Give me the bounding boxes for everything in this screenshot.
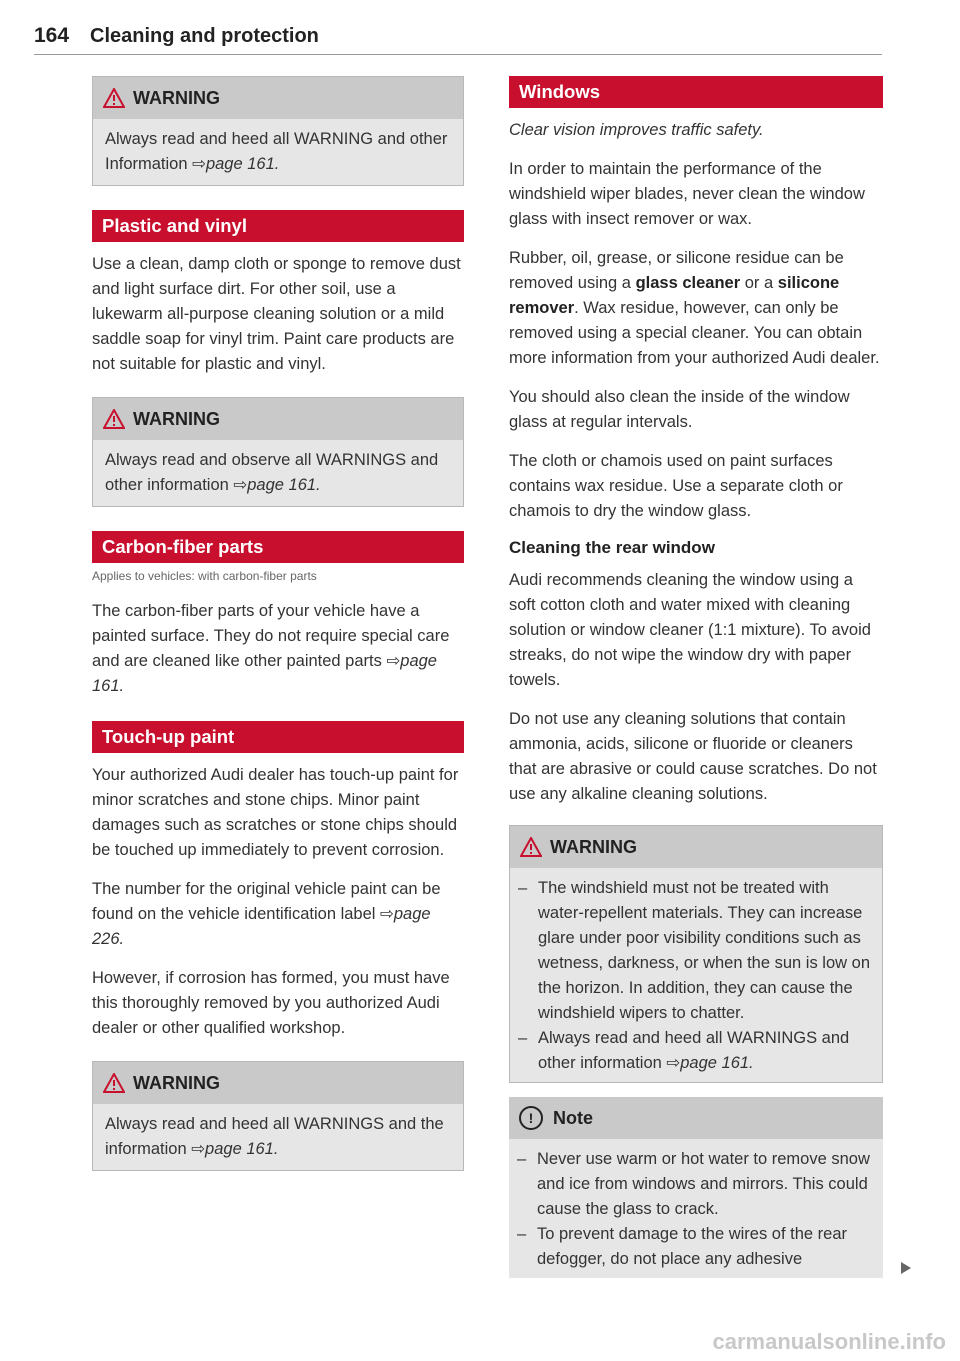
warning-icon (103, 88, 125, 108)
warning-icon (103, 409, 125, 429)
list-item: – Never use warm or hot water to remove snow and ice from windows and mirrors. This could cause the glass to crack. (511, 1147, 871, 1222)
note-title: Note (553, 1107, 593, 1128)
watermark: carmanualsonline.info (712, 1329, 946, 1354)
left-column (92, 76, 464, 1195)
warning-box (92, 76, 464, 186)
warning-title: WARNING (550, 836, 637, 857)
list-item: – The windshield must not be treated with water-repellent materials. They can increase glare under poor visibility conditions such as wetness, darkness, or when the sun is low on the horizon. In addition, they can cause the windshield wipers to chatter. (512, 876, 870, 1026)
warning-body (93, 1104, 463, 1170)
warning-title: WARNING (133, 87, 220, 108)
warning-header (510, 826, 882, 868)
warning-header (93, 1062, 463, 1104)
continue-arrow-icon (901, 1262, 911, 1274)
paragraph: Audi recommends cleaning the window using a soft cotton cloth and water mixed with cleaning solution or window cleaner (1:1 mixture). To avoid streaks, do not wipe the window dry with paper towels. (509, 571, 871, 689)
paragraph: Your authorized Audi dealer has touch-up paint for minor scratches and stone chips. Minor paint damages such as scratches or stone chips should be touched up immediately to prevent corrosion. (92, 766, 459, 859)
paragraph: Use a clean, damp cloth or sponge to remove dust and light surface dirt. For other soil, use a lukewarm all-purpose cleaning solution or a mild saddle soap for vinyl trim. Paint care products are not suitable for plastic and vinyl. (92, 255, 461, 373)
list-item: – To prevent damage to the wires of the rear defogger, do not place any adhesive (511, 1222, 871, 1272)
subheading-rear-window: Cleaning the rear window (509, 538, 715, 557)
paragraph: Rubber, oil, grease, or silicone residue can be removed using a glass cleaner or a silicone remover. Wax residue, however, can only be removed using a special cleaner. You can obtain more information from your authorized Audi dealer. (509, 249, 880, 367)
note-body (509, 1139, 883, 1278)
paragraph: You should also clean the inside of the window glass at regular intervals. (509, 388, 850, 431)
list-item: – Always read and heed all WARNINGS and other information ⇨page 161. (512, 1026, 870, 1076)
section-heading-plastic: Plastic and vinyl (92, 210, 464, 242)
right-column (509, 76, 883, 1278)
warning-box (92, 1061, 464, 1171)
intro-text: Clear vision improves traffic safety. (509, 121, 764, 139)
paragraph: The carbon-fiber parts of your vehicle have a painted surface. They do not require special care and are cleaned like other painted parts (92, 602, 450, 670)
note-header (509, 1097, 883, 1139)
warning-title: WARNING (133, 408, 220, 429)
applies-to-note: Applies to vehicles: with carbon-fiber parts (92, 569, 317, 583)
page-reference-link[interactable]: ⇨page 226. (92, 905, 431, 948)
page-reference-link[interactable]: ⇨page 161. (92, 652, 437, 695)
warning-header (93, 398, 463, 440)
paragraph: However, if corrosion has formed, you must have this thoroughly removed by you authorized Audi dealer or other qualified workshop. (92, 969, 450, 1037)
section-heading-touch-up: Touch-up paint (92, 721, 464, 753)
note-icon: ! (519, 1106, 543, 1130)
paragraph: In order to maintain the performance of the windshield wiper blades, never clean the window glass with insect remover or wax. (509, 160, 865, 228)
page-reference-link[interactable]: ⇨page 161. (233, 476, 321, 494)
warning-title: WARNING (133, 1072, 220, 1093)
section-heading-carbon-fiber: Carbon-fiber parts (92, 531, 464, 563)
page-number: 164 (34, 24, 70, 47)
warning-icon (103, 1073, 125, 1093)
page-reference-link[interactable]: ⇨page 161. (191, 1140, 279, 1158)
warning-icon (520, 837, 542, 857)
warning-box (92, 397, 464, 507)
warning-text: Always read and observe all WARNINGS and other information (105, 451, 439, 494)
page-reference-link[interactable]: ⇨page 161. (192, 155, 280, 173)
warning-header (93, 77, 463, 119)
warning-body (510, 868, 882, 1082)
warning-text: Always read and heed all WARNINGS and the information (105, 1115, 444, 1158)
warning-text: Always read and heed all WARNING and other Information (105, 130, 448, 173)
warning-box (509, 825, 883, 1083)
section-heading-windows: Windows (509, 76, 883, 108)
page-reference-link[interactable]: ⇨page 161. (666, 1054, 754, 1072)
note-box (509, 1097, 883, 1278)
page-header (34, 24, 882, 55)
paragraph: The number for the original vehicle paint can be found on the vehicle identification label (92, 880, 441, 923)
paragraph: The cloth or chamois used on paint surfaces contains wax residue. Use a separate cloth or chamois to dry the window glass. (509, 452, 843, 520)
paragraph: Do not use any cleaning solutions that contain ammonia, acids, silicone or fluoride or cleaners that are abrasive or could cause scratches. Do not use any alkaline cleaning solutions. (509, 710, 877, 803)
page-title: Cleaning and protection (90, 25, 319, 47)
warning-body (93, 440, 463, 506)
warning-body (93, 119, 463, 185)
